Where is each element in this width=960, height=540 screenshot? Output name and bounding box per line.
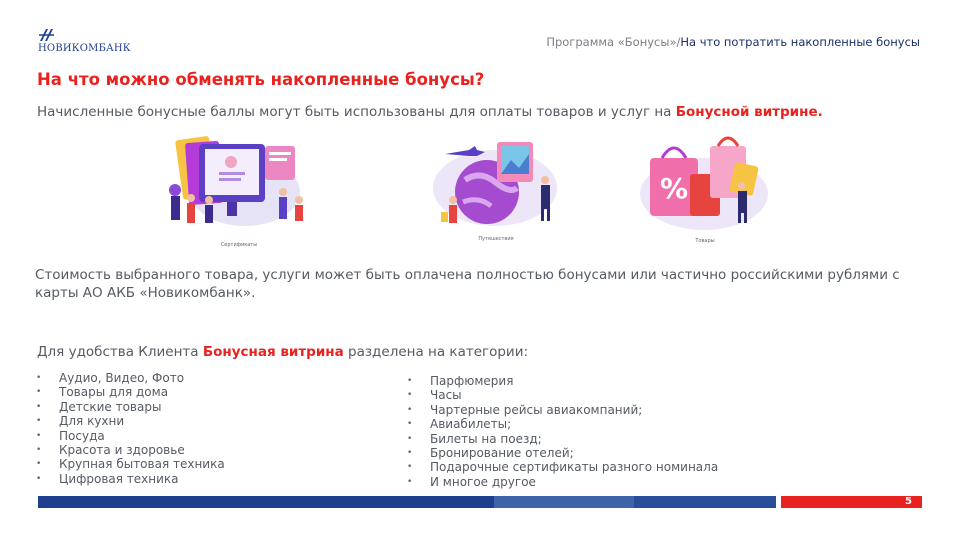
logo-text: НОВИКОМБАНК <box>38 43 131 54</box>
list-item: • Парфюмерия <box>407 374 718 388</box>
list-item: • Крупная бытовая техника <box>36 457 225 471</box>
categories-list-left <box>36 371 225 486</box>
footer-bar-segment <box>634 496 776 508</box>
list-item: • Часы <box>407 388 718 402</box>
categories-intro-after: разделена на категории: <box>343 344 529 360</box>
illustration-caption: Сертификаты <box>220 242 258 248</box>
svg-text:%: % <box>659 172 689 205</box>
breadcrumb-separator: / <box>676 35 681 49</box>
footer-bar-segment <box>38 496 494 508</box>
certificates-illustration-block <box>165 130 313 248</box>
illustration-caption: Товары <box>695 238 715 244</box>
goods-illustration-block <box>632 128 778 244</box>
categories-intro <box>37 344 528 360</box>
list-item: • Аудио, Видео, Фото <box>36 371 225 385</box>
list-item: • Бронирование отелей; <box>407 446 718 460</box>
list-item: • Посуда <box>36 429 225 443</box>
categories-intro-highlight: Бонусная витрина <box>202 344 344 360</box>
categories-intro-before: Для удобства Клиента <box>37 344 203 360</box>
list-item: • Детские товары <box>36 400 225 414</box>
list-item: • Чартерные рейсы авиакомпаний; <box>407 403 718 417</box>
list-item: • Подарочные сертификаты разного номинала <box>407 460 718 474</box>
list-item: • Красота и здоровье <box>36 443 225 457</box>
footer-bar-segment <box>494 496 634 508</box>
page-title: На что можно обменять накопленные бонусы? <box>37 70 485 89</box>
list-item: • Товары для дома <box>36 385 225 399</box>
intro-text <box>37 104 823 120</box>
illustration-caption: Путешествия <box>478 236 514 242</box>
intro-body: Начисленные бонусные баллы могут быть использованы для оплаты товаров и услуг на <box>37 104 676 120</box>
bank-logo-icon <box>38 27 56 43</box>
breadcrumb <box>546 35 920 49</box>
categories-list-right <box>407 374 718 489</box>
travel-illustration-icon <box>425 130 567 234</box>
novikombank-logo <box>38 27 138 57</box>
list-item: • Для кухни <box>36 414 225 428</box>
breadcrumb-parent[interactable]: Программа «Бонусы» <box>546 35 677 49</box>
travel-illustration-block <box>425 130 567 242</box>
list-item: • Авиабилеты; <box>407 417 718 431</box>
goods-illustration-icon <box>632 128 778 236</box>
intro-highlight: Бонусной витрине. <box>675 104 823 120</box>
list-item: • И многое другое <box>407 475 718 489</box>
payment-text: Стоимость выбранного товара, услуги может быть оплачена полностью бонусами или частично российскими рублями с карты АО АКБ «Новикомбанк». <box>35 267 900 301</box>
list-item: • Цифровая техника <box>36 472 225 486</box>
certificates-illustration-icon <box>165 130 313 240</box>
footer-bar-accent <box>781 496 922 508</box>
page-number: 5 <box>905 496 912 507</box>
breadcrumb-current: На что потратить накопленные бонусы <box>680 35 920 49</box>
list-item: • Билеты на поезд; <box>407 432 718 446</box>
